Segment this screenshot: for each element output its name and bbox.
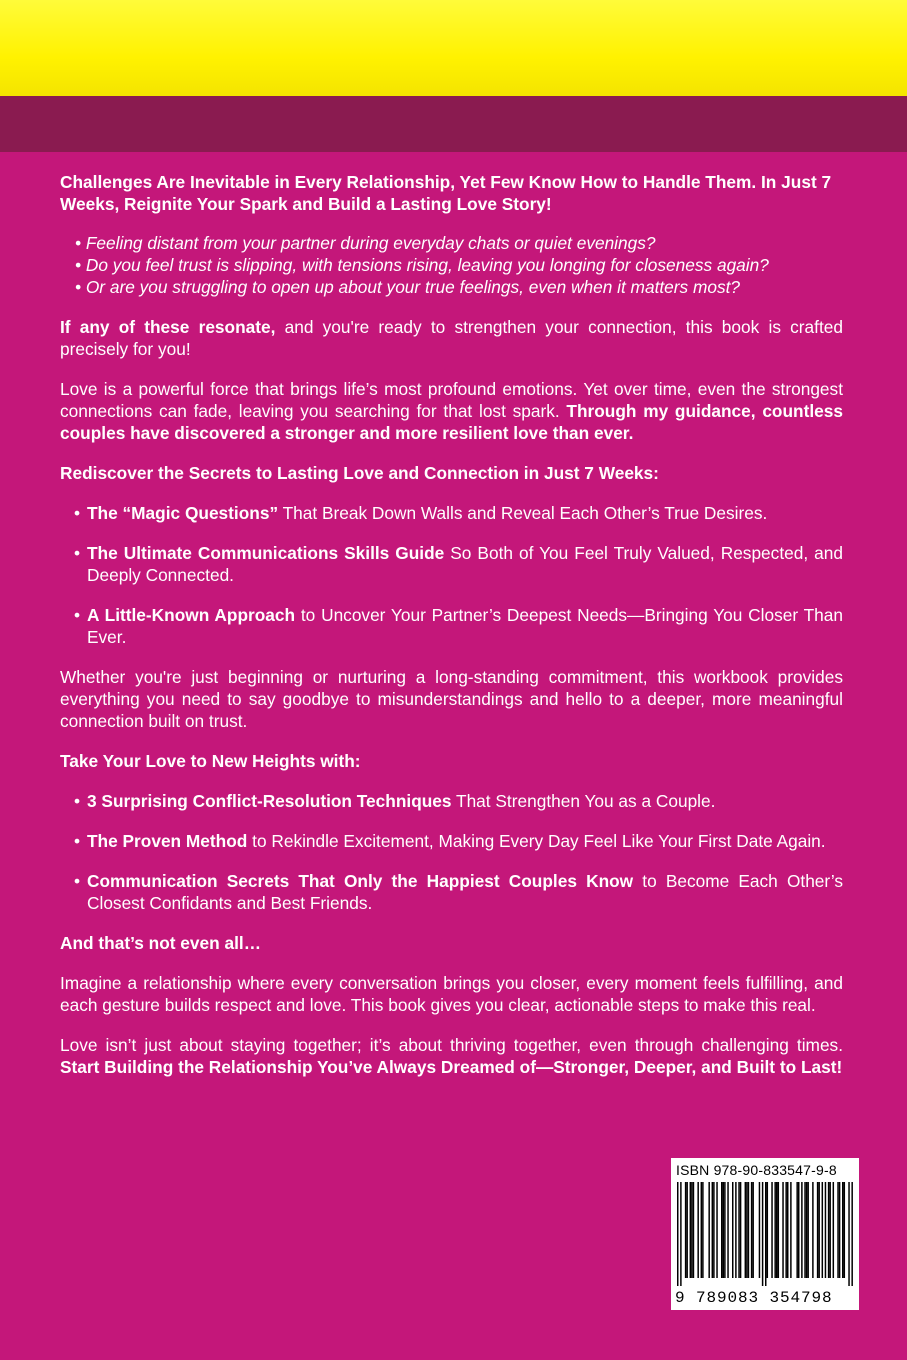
barcode-bar — [691, 1182, 692, 1278]
top-yellow-band — [0, 0, 907, 96]
benefit-bold: The “Magic Questions” — [87, 503, 279, 523]
barcode-bar — [693, 1182, 694, 1278]
benefit-text: to Rekindle Excitement, Making Every Day Feel Like Your First Date Again. — [247, 831, 826, 851]
benefit-bold: 3 Surprising Conflict-Resolution Techniques — [87, 791, 452, 811]
barcode-bar — [798, 1182, 799, 1278]
barcode-bar — [812, 1182, 813, 1278]
barcode-bar — [759, 1182, 760, 1278]
barcode-bar — [806, 1182, 807, 1278]
benefit-bold: The Ultimate Communications Skills Guide — [87, 543, 445, 563]
benefit-item — [87, 870, 843, 914]
barcode-bar — [787, 1182, 788, 1278]
barcode-bar — [767, 1182, 768, 1278]
barcode-bar — [848, 1182, 849, 1286]
barcode-bar — [680, 1182, 681, 1286]
barcode-bar — [690, 1182, 691, 1278]
whether-paragraph: Whether you're just beginning or nurturing a long-standing commitment, this workbook provides everything you need to say goodbye to misunderstandings and hello to a deeper, more meaningful connection built on trust. — [60, 667, 843, 731]
section1-list — [60, 502, 843, 648]
question-item: • Do you feel trust is slipping, with tensions rising, leaving you longing for closeness again? — [75, 254, 843, 276]
benefit-bold: The Proven Method — [87, 831, 248, 851]
benefit-text: to Become Each Other’s Closest Confidants and Best Friends. — [87, 871, 843, 913]
question-item: • Or are you struggling to open up about your true feelings, even when it matters most? — [75, 276, 843, 298]
barcode-bar — [837, 1182, 838, 1278]
barcode-bar — [735, 1182, 736, 1278]
benefit-text: That Break Down Walls and Reveal Each Other’s True Desires. — [278, 503, 768, 523]
benefit-item — [87, 542, 843, 586]
barcode-bar — [822, 1182, 823, 1278]
barcode-bar — [724, 1182, 725, 1278]
barcode-bar — [697, 1182, 698, 1278]
barcode-bar — [712, 1182, 713, 1278]
barcode-bar — [762, 1182, 763, 1286]
barcode-bar — [702, 1182, 703, 1278]
barcode-bar — [746, 1182, 747, 1278]
barcode-bar — [807, 1182, 808, 1278]
barcode-bar — [765, 1182, 766, 1286]
benefit-item — [87, 502, 843, 524]
barcode-bar — [740, 1182, 741, 1278]
barcode-bar — [839, 1182, 840, 1278]
barcode-bar — [778, 1182, 779, 1278]
love-force-text: Love is a powerful force that brings life’s most profound emotions. Yet over time, even the strongest connections can fade, leaving you searching for that lost spark. — [60, 379, 843, 421]
barcode-bar — [723, 1182, 724, 1278]
barcode-bar — [790, 1182, 791, 1278]
benefit-item — [87, 790, 843, 812]
resonate-bold: If any of these resonate, — [60, 317, 276, 337]
barcode-bar — [776, 1182, 777, 1278]
benefit-text: So Both of You Feel Truly Valued, Respected, and Deeply Connected. — [87, 543, 843, 585]
barcode-bar — [727, 1182, 728, 1278]
benefit-text: to Uncover Your Partner’s Deepest Needs—Bringing You Closer Than Ever. — [87, 605, 843, 647]
barcode-bar — [771, 1182, 772, 1278]
barcode-bar — [751, 1182, 752, 1278]
barcode-bar — [833, 1182, 834, 1278]
benefit-item — [87, 830, 843, 852]
benefit-text: That Strengthen You as a Couple. — [451, 791, 716, 811]
closing-text: Love isn’t just about staying together; it’s about thriving together, even through challenging times. — [60, 1035, 843, 1055]
barcode-bar — [829, 1182, 830, 1278]
resonate-paragraph — [60, 316, 843, 360]
closing-bold: Start Building the Relationship You’ve Always Dreamed of—Stronger, Deeper, and Built to Last! — [60, 1057, 843, 1077]
resonate-text: and you're ready to strengthen your connection, this book is crafted precisely for you! — [60, 317, 843, 359]
benefit-bold: A Little-Known Approach — [87, 605, 296, 625]
section2-heading: Take Your Love to New Heights with: — [60, 751, 361, 771]
isbn-label: ISBN 978-90-833547-9-8 — [676, 1162, 837, 1178]
headline: Challenges Are Inevitable in Every Relationship, Yet Few Know How to Handle Them. In Just 7 Weeks, Reignite Your Spark and Build a Lasting Love Story! — [60, 172, 832, 214]
closing-paragraph — [60, 1034, 843, 1078]
barcode-bar — [804, 1182, 805, 1278]
barcode-bar — [745, 1182, 746, 1278]
barcode-bar — [686, 1182, 687, 1278]
barcode-bar — [701, 1182, 702, 1278]
barcode-bar — [785, 1182, 786, 1278]
barcode-bar — [842, 1182, 843, 1278]
barcode-bar — [844, 1182, 845, 1278]
barcode-bar — [817, 1182, 818, 1278]
barcode-bar — [713, 1182, 714, 1278]
barcode-bar — [825, 1182, 826, 1278]
not-all-line: And that’s not even all… — [60, 933, 261, 953]
barcode-icon — [677, 1182, 853, 1286]
barcode-bar — [796, 1182, 797, 1278]
accent-band — [0, 96, 907, 152]
barcode-bar — [801, 1182, 802, 1278]
barcode-bar — [851, 1182, 852, 1286]
barcode-bar — [677, 1182, 678, 1286]
barcode-bar — [752, 1182, 753, 1278]
barcode-bar — [818, 1182, 819, 1278]
benefit-bold: Communication Secrets That Only the Happiest Couples Know — [87, 871, 634, 891]
section2-list — [60, 790, 843, 914]
barcode-bar — [748, 1182, 749, 1278]
barcode-bar — [828, 1182, 829, 1278]
barcode-bar — [708, 1182, 709, 1278]
barcode-bar — [738, 1182, 739, 1278]
barcode-bar — [782, 1182, 783, 1278]
question-item: • Feeling distant from your partner during everyday chats or quiet evenings? — [75, 232, 843, 254]
isbn-barcode-box — [671, 1158, 859, 1310]
question-list — [60, 232, 843, 298]
barcode-bar — [732, 1182, 733, 1278]
section1-heading: Rediscover the Secrets to Lasting Love and Connection in Just 7 Weeks: — [60, 463, 659, 483]
love-force-bold: Through my guidance, countless couples have discovered a stronger and more resilient love than ever. — [60, 401, 843, 443]
barcode-bar — [721, 1182, 722, 1278]
benefit-item — [87, 604, 843, 648]
barcode-bar — [774, 1182, 775, 1278]
barcode-bar — [685, 1182, 686, 1278]
love-force-paragraph — [60, 378, 843, 444]
back-cover-copy — [60, 171, 843, 1078]
imagine-paragraph: Imagine a relationship where every conversation brings you closer, every moment feels fulfilling, and each gesture builds respect and love. This book gives you clear, actionable steps to make this real. — [60, 973, 843, 1015]
barcode-digits: 9 789083 354798 — [675, 1289, 833, 1307]
barcode-bar — [716, 1182, 717, 1278]
